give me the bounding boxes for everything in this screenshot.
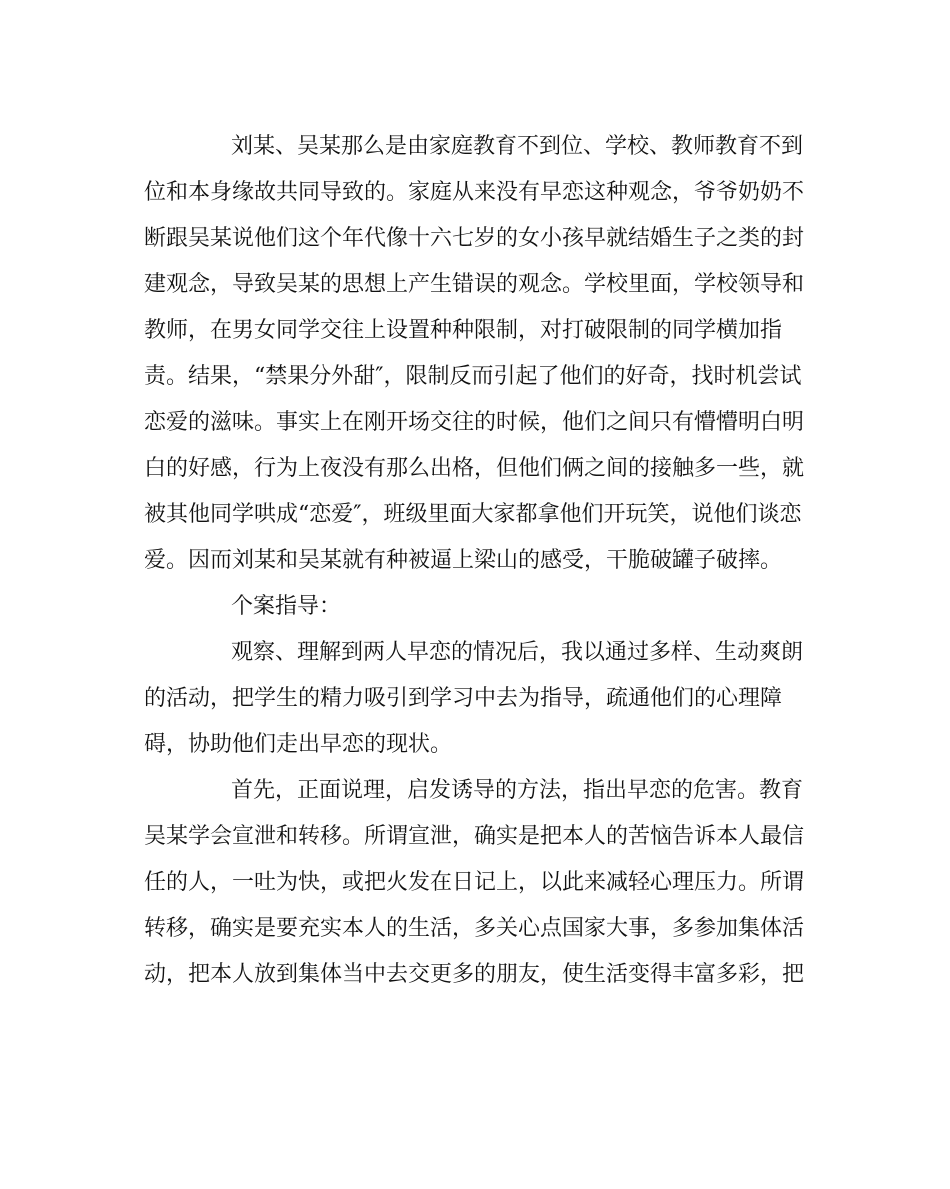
text-line	[0, 725, 950, 765]
line-text: 断跟吴某说他们这个年代像十六七岁的女小孩早就结婚生子之类的封	[144, 226, 805, 251]
line-text: 吴某学会宣泄和转移。所谓宣泄，确实是把本人的苦恼告诉本人最信	[144, 824, 805, 849]
line-text: 转移，确实是要充实本人的生活，多关心点国家大事，多参加集体活	[144, 916, 805, 941]
text-line	[0, 587, 950, 627]
text-line	[0, 265, 950, 305]
line-text: 恋爱的滋味。事实上在刚开场交往的时候，他们之间只有懵懵明白明	[144, 410, 805, 435]
text-line	[0, 357, 950, 397]
text-line	[0, 955, 950, 995]
line-text: 任的人，一吐为快，或把火发在日记上，以此来减轻心理压力。所谓	[144, 870, 805, 895]
line-text: 碍，协助他们走出早恋的现状。	[144, 732, 453, 757]
line-text: 白的好感，行为上夜没有那么出格，但他们俩之间的接触多一些，就	[144, 456, 805, 481]
text-line	[0, 173, 950, 213]
line-text: 观察、理解到两人早恋的情况后，我以通过多样、生动爽朗	[231, 640, 804, 665]
text-line	[0, 311, 950, 351]
text-line	[0, 219, 950, 259]
line-text: 被其他同学哄成“恋爱″，班级里面大家都拿他们开玩笑，说他们谈恋	[144, 502, 802, 527]
line-text: 刘某、吴某那么是由家庭教育不到位、学校、教师教育不到	[231, 134, 804, 159]
line-text: 的活动，把学生的精力吸引到学习中去为指导，疏通他们的心理障	[144, 686, 783, 711]
text-line	[0, 403, 950, 443]
text-line	[0, 817, 950, 857]
text-line	[0, 127, 950, 167]
text-line	[0, 495, 950, 535]
text-line	[0, 541, 950, 581]
line-text: 教师，在男女同学交往上设置种种限制，对打破限制的同学横加指	[144, 318, 783, 343]
line-text: 位和本身缘故共同导致的。家庭从来没有早恋这种观念，爷爷奶奶不	[144, 180, 805, 205]
section-heading: 个案指导：	[231, 594, 342, 619]
text-line	[0, 771, 950, 811]
text-line	[0, 909, 950, 949]
line-text: 建观念，导致吴某的思想上产生错误的观念。学校里面，学校领导和	[144, 272, 805, 297]
text-line	[0, 863, 950, 903]
text-line	[0, 633, 950, 673]
line-text: 责。结果，“禁果分外甜″，限制反而引起了他们的好奇，找时机尝试	[144, 364, 802, 389]
line-text: 动，把本人放到集体当中去交更多的朋友，使生活变得丰富多彩，把	[144, 962, 805, 987]
text-line	[0, 679, 950, 719]
line-text: 首先，正面说理，启发诱导的方法，指出早恋的危害。教育	[231, 778, 804, 803]
text-line	[0, 449, 950, 489]
line-text: 爱。因而刘某和吴某就有种被逼上梁山的感受，干脆破罐子破摔。	[144, 548, 783, 573]
